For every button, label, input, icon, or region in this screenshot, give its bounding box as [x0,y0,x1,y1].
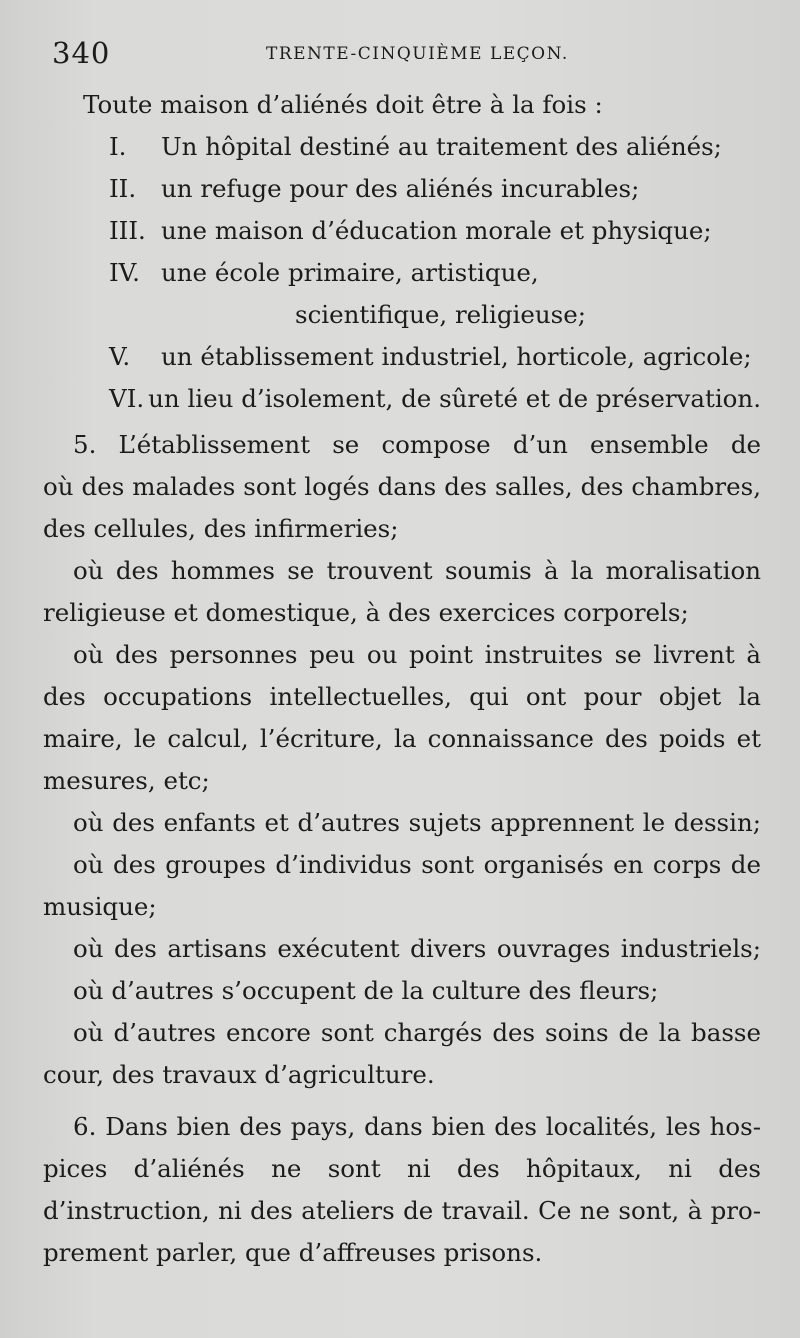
paragraph-line: où des personnes peu ou point instruites se livrent à [73,640,761,669]
list-text: Un hôpital destiné au traitement des aliénés; [161,132,722,161]
paragraph-line: prement parler, que d’affreuses prisons. [43,1238,543,1267]
paragraph-line: maire, le calcul, l’écriture, la connaissance des poids et [43,724,761,753]
list-number: VI. [109,384,145,413]
list-item [43,252,761,294]
paragraph-line: où des enfants et d’autres sujets apprennent le dessin; [73,808,761,837]
running-head: TRENTE-CINQUIÈME LEÇON. [266,44,569,64]
paragraph-line: mesures, etc; [43,766,210,795]
page-body [43,84,761,1274]
paragraph-line: des occupations intellectuelles, qui ont pour objet la [43,682,761,711]
paragraph-line: 5. L’établissement se compose d’un ensemble de [73,430,761,459]
page-header [52,36,752,72]
paragraph-line: où des artisans exécutent divers ouvrages industriels; [73,934,761,963]
paragraph-line: où des groupes d’individus sont organisés en corps de [73,850,761,879]
list-number: V. [109,342,131,371]
paragraph-line: religieuse et domestique, à des exercices corporels; [43,598,689,627]
paragraph-line: cour, des travaux d’agriculture. [43,1060,435,1089]
intro-line: Toute maison d’aliénés doit être à la fois : [83,90,603,119]
list-item [43,378,761,420]
paragraph-line: musique; [43,892,157,921]
list-item [43,168,761,210]
list-item-continuation [43,294,761,336]
page-number: 340 [52,36,111,70]
paragraph-line: des cellules, des infirmeries; [43,514,399,543]
list-text: un refuge pour des aliénés incurables; [161,174,640,203]
list-text: un établissement industriel, horticole, agricole; [161,342,752,371]
list-text: un lieu d’isolement, de sûreté et de préservation. [148,384,761,413]
paragraph-line: où des hommes se trouvent soumis à la moralisation [73,556,761,585]
list-text: une école primaire, artistique, [161,258,539,287]
paragraph-line: 6. Dans bien des pays, dans bien des localités, les hos- [73,1112,761,1141]
paragraph-line: où d’autres s’occupent de la culture des fleurs; [73,976,659,1005]
list-number: II. [109,174,137,203]
list-text: scientifique, religieuse; [295,300,586,329]
paragraph-line: où des malades sont logés dans des salles, des chambres, [43,472,761,501]
list-number: III. [109,216,146,245]
list-number: I. [109,132,127,161]
list-item [43,210,761,252]
paragraph-line: pices d’aliénés ne sont ni des hôpitaux, ni des [43,1154,761,1183]
list-text: une maison d’éducation morale et physique; [161,216,712,245]
list-number: IV. [109,258,140,287]
list-item [43,126,761,168]
paragraph-line: où d’autres encore sont chargés des soins de la basse [73,1018,761,1047]
list-item [43,336,761,378]
paragraph-line: d’instruction, ni des ateliers de travail. Ce ne sont, à pro- [43,1196,761,1225]
